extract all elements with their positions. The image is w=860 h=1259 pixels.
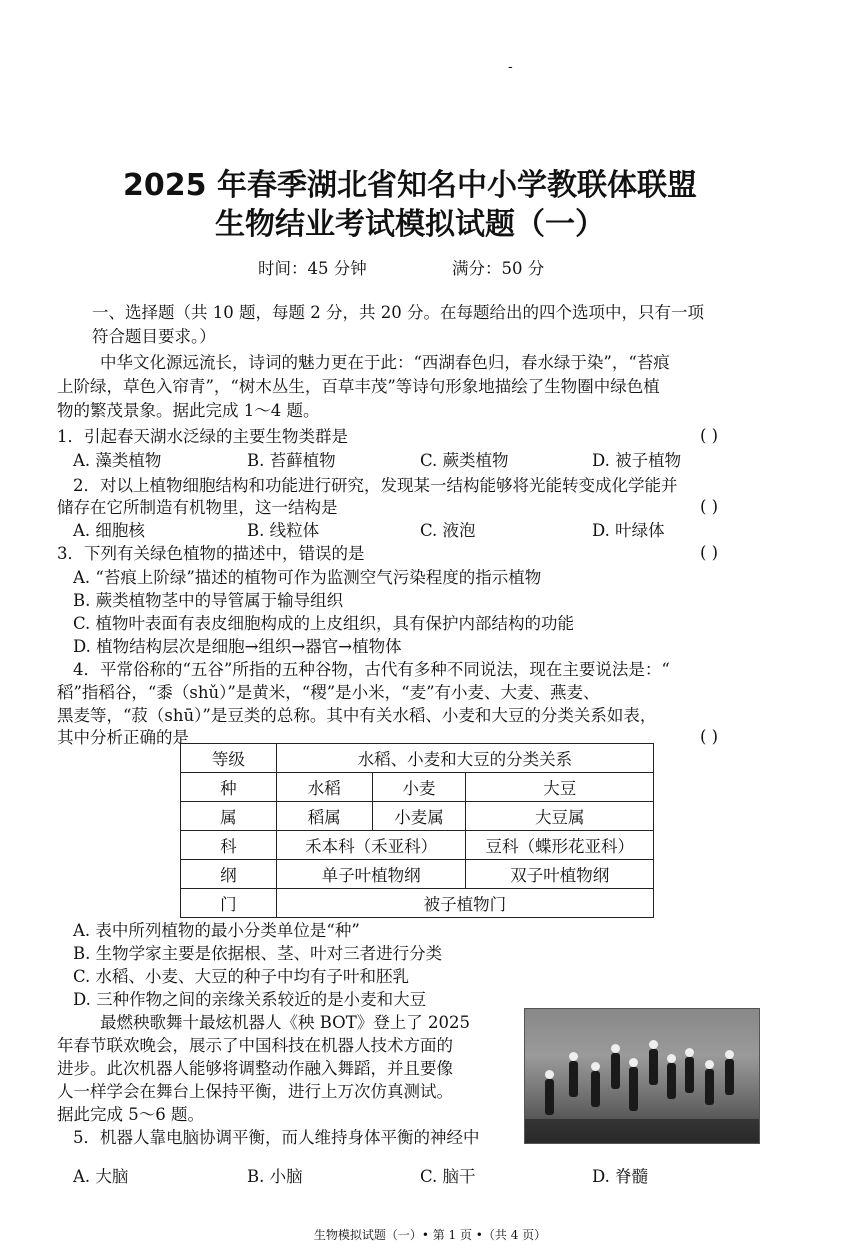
table-header-cell: 等级 [181,744,277,773]
q5-option-c: C. 脑干 [420,1167,476,1186]
table-cell: 豆科（蝶形花亚科） [466,831,654,860]
q2-answer-paren: ( ) [700,497,719,516]
q5-stem: 5．机器人靠电脑协调平衡，而人维持身体平衡的神经中 [73,1128,480,1147]
table-cell: 大豆属 [466,802,654,831]
robot-dance-photo [524,1008,760,1144]
q5-option-b: B. 小脑 [247,1167,303,1186]
passage1-line2: 上阶绿，草色入帘青”，“树木丛生，百草丰茂”等诗句形象地描绘了生物圈中绿色植 [57,377,660,396]
table-cell: 双子叶植物纲 [466,860,654,889]
q3-stem: 3．下列有关绿色植物的描述中，错误的是 [57,544,365,563]
q4-option-d: D. 三种作物之间的亲缘关系较近的是小麦和大豆 [73,990,427,1009]
table-row [181,889,654,918]
passage2-line4: 人一样学会在舞台上保持平衡，进行上万次仿真测试。 [57,1082,453,1101]
q1-option-a: A. 藻类植物 [73,451,162,470]
exam-score: 满分：50 分 [452,259,545,278]
header-mark: - [508,59,513,75]
q4-option-a: A. 表中所列植物的最小分类单位是“种” [73,921,360,940]
passage1-line1: 中华文化源远流长，诗词的魅力更在于此：“西湖春色归，春水绿于染”，“苔痕 [100,353,670,372]
table-cell: 禾本科（禾亚科） [276,831,466,860]
q4-stem-line4: 其中分析正确的是 [57,728,189,747]
table-cell: 科 [181,831,277,860]
table-row [181,773,654,802]
exam-time: 时间：45 分钟 [258,259,367,278]
table-cell: 水稻 [276,773,372,802]
table-cell: 单子叶植物纲 [276,860,466,889]
q4-option-b: B. 生物学家主要是依据根、茎、叶对三者进行分类 [73,944,443,963]
q1-option-b: B. 苔藓植物 [247,451,336,470]
section-heading: 一、选择题（共 10 题，每题 2 分，共 20 分。在每题给出的四个选项中，只有一项 [92,303,704,322]
q3-option-a: A. “苔痕上阶绿”描述的植物可作为监测空气污染程度的指示植物 [73,568,542,587]
table-row [181,802,654,831]
q1-option-c: C. 蕨类植物 [420,451,509,470]
table-cell: 属 [181,802,277,831]
exam-title-line2: 生物结业考试模拟试题（一） [215,207,605,242]
q5-option-a: A. 大脑 [73,1167,129,1186]
q3-option-c: C. 植物叶表面有表皮细胞构成的上皮组织，具有保护内部结构的功能 [73,614,575,633]
table-cell: 小麦 [372,773,466,802]
q3-option-d: D. 植物结构层次是细胞→组织→器官→植物体 [73,637,402,656]
passage1-line3: 物的繁茂景象。据此完成 1～4 题。 [57,401,320,420]
table-cell: 被子植物门 [276,889,653,918]
q4-stem-line1: 4．平常俗称的“五谷”所指的五种谷物，古代有多种不同说法，现在主要说法是：“ [73,660,670,679]
q1-stem: 1．引起春天湖水泛绿的主要生物类群是 [57,427,348,446]
passage2-line3: 进步。此次机器人能够将调整动作融入舞蹈，并且要像 [57,1059,453,1078]
table-cell: 纲 [181,860,277,889]
table-cell: 小麦属 [372,802,466,831]
q2-option-b: B. 线粒体 [247,521,320,540]
q5-option-d: D. 脊髓 [592,1167,649,1186]
q1-option-d: D. 被子植物 [592,451,682,470]
passage2-line5: 据此完成 5～6 题。 [57,1105,204,1124]
q2-option-a: A. 细胞核 [73,521,145,540]
passage2-line2: 年春节联欢晚会，展示了中国科技在机器人技术方面的 [57,1036,453,1055]
q4-stem-line3: 黑麦等，“菽（shū）”是豆类的总称。其中有关水稻、小麦和大豆的分类关系如表， [57,706,657,725]
passage2-line1: 最燃秧歌舞十最炫机器人《秧 BOT》登上了 2025 [100,1013,470,1032]
section-heading-cont: 符合题目要求。） [92,327,216,346]
q3-answer-paren: ( ) [700,543,719,562]
table-cell: 稻属 [276,802,372,831]
q4-stem-line2: 稻”指稻谷，“黍（shǔ）”是黄米，“稷”是小米，“麦”有小麦、大麦、燕麦、 [57,683,600,702]
classification-table [180,743,654,918]
exam-title-line1: 2025 年春季湖北省知名中小学教联体联盟 [123,168,697,203]
table-row [181,744,654,773]
q1-answer-paren: ( ) [700,426,719,445]
q2-stem-line2: 储存在它所制造有机物里，这一结构是 [57,498,338,517]
table-row [181,831,654,860]
q2-option-d: D. 叶绿体 [592,521,665,540]
table-header-cell: 水稻、小麦和大豆的分类关系 [276,744,653,773]
table-cell: 门 [181,889,277,918]
table-cell: 大豆 [466,773,654,802]
q2-option-c: C. 液泡 [420,521,476,540]
table-row [181,860,654,889]
q2-stem-line1: 2．对以上植物细胞结构和功能进行研究，发现某一结构能够将光能转变成化学能并 [73,476,678,495]
q3-option-b: B. 蕨类植物茎中的导管属于输导组织 [73,591,344,610]
q4-option-c: C. 水稻、小麦、大豆的种子中均有子叶和胚乳 [73,967,410,986]
page-footer: 生物模拟试题（一）• 第 1 页 •（共 4 页） [313,1228,547,1242]
table-cell: 种 [181,773,277,802]
q4-answer-paren: ( ) [700,727,719,746]
